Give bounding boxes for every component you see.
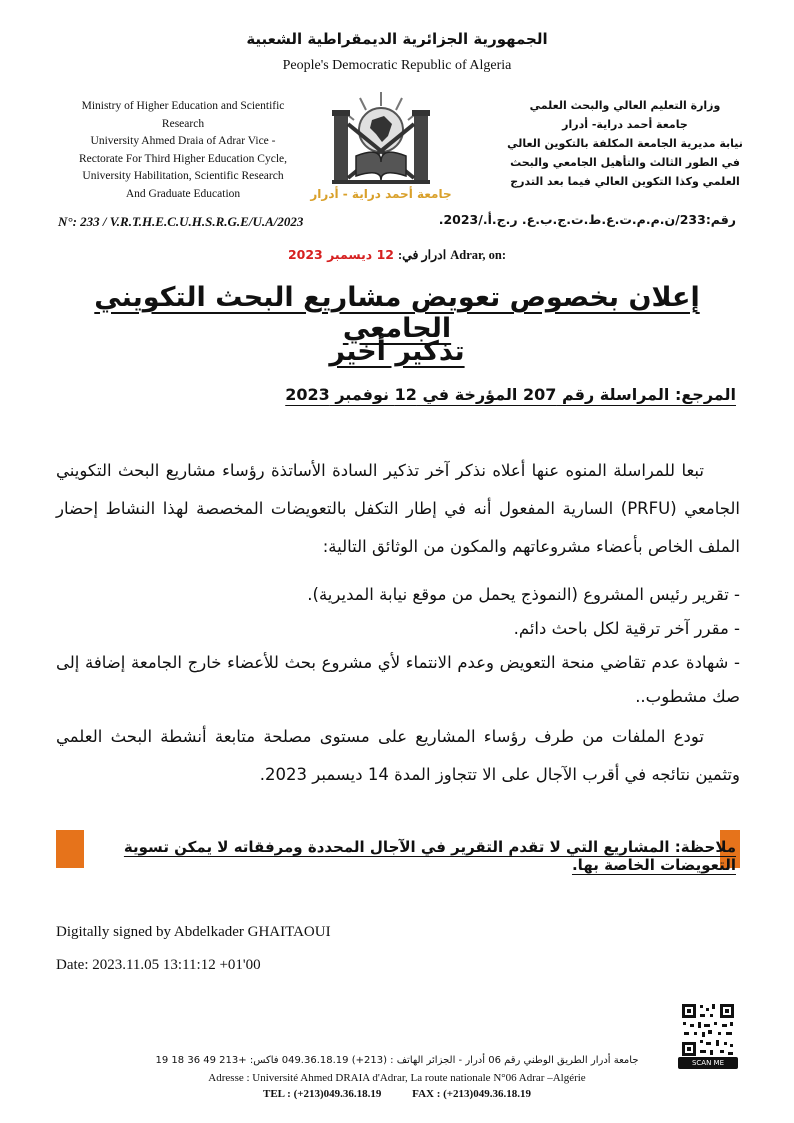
announcement-title: إعلان بخصوص تعويض مشاريع البحث التكويني الجامعي <box>94 282 700 344</box>
ministry-ar-line: العلمي وكذا التكوين العالي فيما بعد التدرج <box>510 175 740 188</box>
note-accent-bar-left <box>56 830 84 868</box>
ministry-en-line: And Graduate Education <box>125 187 241 200</box>
reference-number-arabic: رقم:233/ن.م.م.ت.ع.ط.ت.ج.ب.ع. ر.ج.أ./2023. <box>438 212 736 227</box>
university-logo <box>310 84 452 204</box>
ministry-en-line: Rectorate For Third Higher Education Cycle, <box>78 152 287 165</box>
qr-code[interactable] <box>680 1002 736 1058</box>
ministry-en-line: University Ahmed Draia of Adrar Vice - <box>90 135 276 147</box>
reference-number-english: N°: 233 / V.R.T.H.E.C.U.H.S.R.G.E/U.A/2023 <box>58 214 304 229</box>
announcement-subtitle: تذكير أخير <box>329 336 465 367</box>
list-item: - شهادة عدم تقاضي منحة التعويض وعدم الانتماء لأي مشروع بحث للأعضاء خارج الجامعة إضافة إلى صك مشطوب.. <box>56 653 740 706</box>
logo-caption: جامعة أحمد دراية - أدرار <box>310 187 452 201</box>
ministry-english-block <box>52 98 314 203</box>
date-label-english: Adrar, on: <box>450 248 507 262</box>
header-arabic-title: الجمهورية الجزائرية الديمقراطية الشعبية <box>246 30 548 48</box>
list-item: - تقرير رئيس المشروع (النموذج يحمل من موقع نيابة المديرية). <box>307 585 740 604</box>
digital-signature: Digitally signed by Abdelkader GHAITAOUI <box>56 924 331 940</box>
footer-french-address: Adresse : Université Ahmed DRAIA d'Adrar, La route nationale N°06 Adrar –Algérie <box>208 1072 586 1084</box>
ministry-en-line: Ministry of Higher Education and Scientific <box>81 100 285 112</box>
ministry-ar-line: جامعة أحمد دراية- أدرار <box>562 118 688 131</box>
footer-arabic-address: جامعة أدرار الطريق الوطني رقم 06 أدرار - الجزائر الهاتف : (213+) 049.36.18.19 فاكس: +213 49 36 18 19 <box>155 1055 639 1066</box>
footer-fax: FAX : (+213)049.36.18.19 <box>412 1088 531 1100</box>
date-line <box>0 247 794 263</box>
scan-me-label: SCAN ME <box>678 1057 738 1069</box>
footer-tel: TEL : (+213)049.36.18.19 <box>263 1088 382 1100</box>
note-text: ملاحظة: المشاريع التي لا تقدم التقرير في الآجال المحددة ومرفقاته لا يمكن تسوية التعويضات الخاصة بها. <box>123 838 736 874</box>
ministry-ar-line: وزارة التعليم العالي والبحث العلمي <box>529 99 721 112</box>
date-value: 12 ديسمبر 2023 <box>287 247 394 262</box>
footer-contact <box>0 1088 794 1100</box>
list-item: - مقرر آخر ترقية لكل باحث دائم. <box>513 619 740 638</box>
ministry-en-line: Research <box>161 117 205 130</box>
body-paragraph: تودع الملفات من طرف رؤساء المشاريع على مستوى مصلحة متابعة أنشطة البحث العلمي وتثمين نتائجه في أقرب الآجال على الا تتجاوز المدة 14 ديسمبر 2023. <box>56 727 740 784</box>
correspondence-reference: المرجع: المراسلة رقم 207 المؤرخة في 12 نوفمبر 2023 <box>285 385 736 404</box>
body-paragraph: تبعا للمراسلة المنوه عنها أعلاه نذكر آخر تذكير السادة الأساتذة رؤساء مشاريع البحث التكويني الجامعي (PRFU) السارية المفعول أنه في إطار التكفل بالتعويضات المخصصة لهذا النشاط إحضار الملف الخاص بأعضاء مشروعاتهم والمكون من الوثائق التالية: <box>56 461 741 556</box>
ministry-ar-line: في الطور الثالث والتأهيل الجامعي والبحث <box>510 156 740 169</box>
announcement-body <box>56 452 740 794</box>
ministry-en-line: University Habilitation, Scientific Research <box>82 170 284 182</box>
date-label-arabic: ادرار في: <box>397 248 447 262</box>
ministry-ar-line: نيابة مديرية الجامعة المكلفة بالتكوين العالي <box>507 137 743 150</box>
ministry-arabic-block <box>505 96 745 191</box>
required-documents-list <box>56 578 740 714</box>
signature-date: Date: 2023.11.05 13:11:12 +01'00 <box>56 957 261 973</box>
header-english-title: People's Democratic Republic of Algeria <box>282 58 512 73</box>
